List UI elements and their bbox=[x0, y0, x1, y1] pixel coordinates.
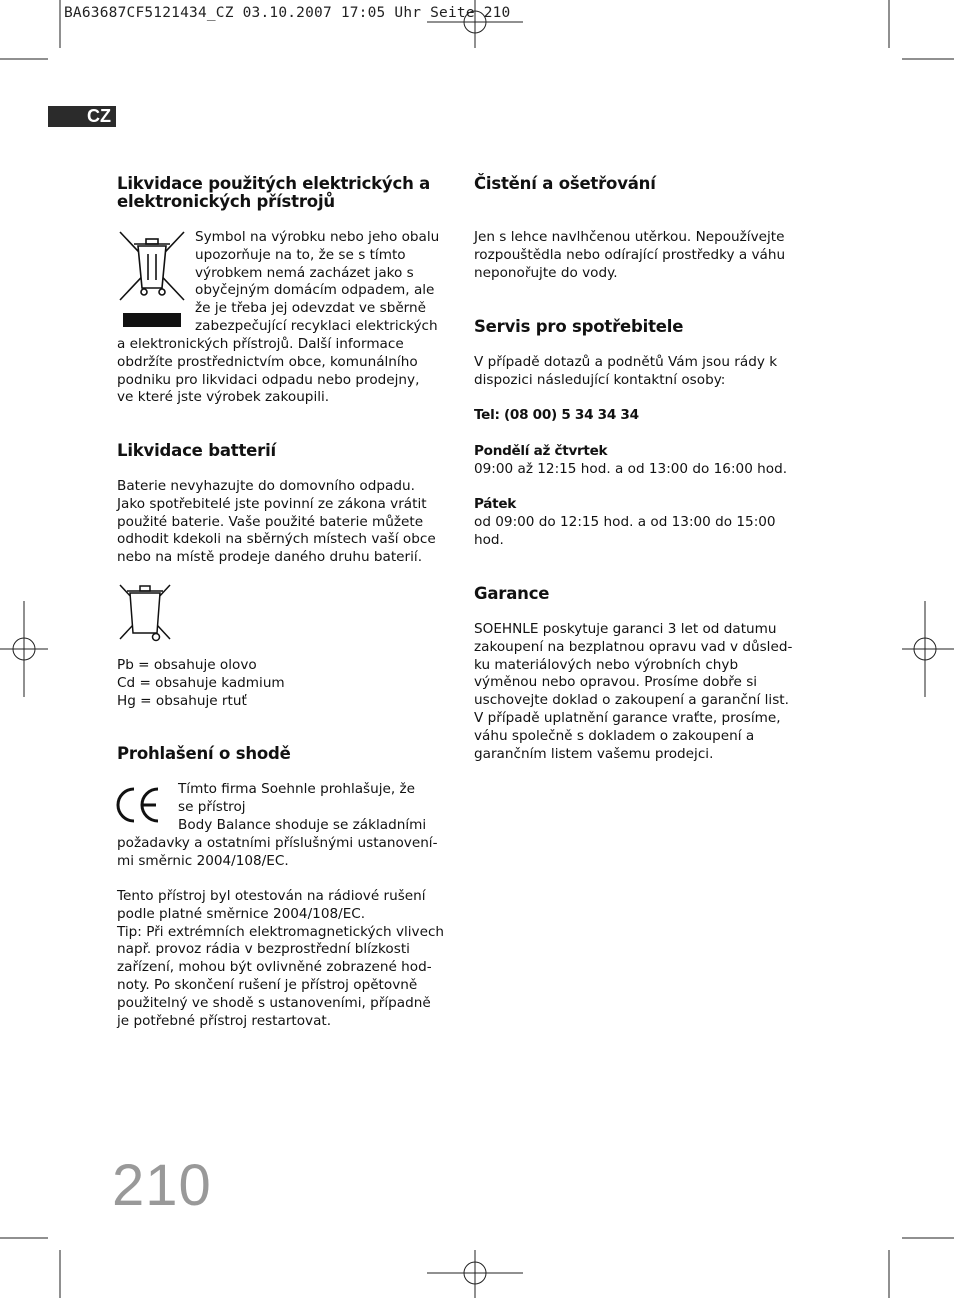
warranty-title: Garance bbox=[474, 584, 550, 603]
crossed-bin-icon bbox=[118, 230, 186, 330]
print-header-line: BA63687CF5121434_CZ 03.10.2007 17:05 Uhr Seite 210 bbox=[64, 5, 511, 21]
conformity-text-below: požadavky a ostatními příslušnými ustanovení- mi směrnic 2004/108/EC. bbox=[117, 835, 438, 869]
batteries-chemicals: Pb = obsahuje olovo Cd = obsahuje kadmium Hg = obsahuje rtuť bbox=[117, 657, 285, 709]
service-title: Servis pro spotřebitele bbox=[474, 317, 684, 336]
language-badge: CZ bbox=[48, 106, 116, 127]
batteries-text: Baterie nevyhazujte do domovního odpadu. Jako spotřebitelé jste povinní ze zákona vrátit použité baterie. Vaše použité baterie můžete odhodit kdekoli na sběrných místech vaší obce nebo na místě prodeje daného druhu baterií. bbox=[117, 478, 436, 566]
disposal-text-below: a elektronických přístrojů. Další informace obdržíte prostřednictvím obce, komunálního podniku pro likvidaci odpadu nebo prodejny, ve které jste výrobek zakoupili. bbox=[117, 336, 420, 406]
cleaning-title: Čistění a ošetřování bbox=[474, 174, 656, 193]
cleaning-text: Jen s lehce navlhčenou utěrkou. Nepoužívejte rozpouštědla nebo odírající prostředky a váhu neponořujte do vody. bbox=[474, 229, 786, 281]
ce-mark-icon bbox=[114, 786, 162, 824]
disposal-text-beside-icon: Symbol na výrobku nebo jeho obalu upozorňuje na to, že se s tímto výrobkem nemá zacházet jako s obyčejným domácím odpadem, ale že je třeba jej odevzdat ve sběrně zabezpečující recyklaci elektrických bbox=[195, 229, 440, 334]
service-phone: Tel: (08 00) 5 34 34 34 bbox=[474, 407, 639, 423]
service-friday-label: Pátek bbox=[474, 496, 517, 512]
service-weekday-hours: 09:00 až 12:15 hod. a od 13:00 do 16:00 hod. bbox=[474, 461, 788, 477]
conformity-interference-text: Tento přístroj byl otestován na rádiové rušení podle platné směrnice 2004/108/EC. Tip: Při extrémních elektromagnetických vlivech např. provoz rádia v bezprostřední blízkosti zařízení, mohou být ovlivněné zobrazené hod- noty. Po skončení rušení je přístroj opětovně použitelný ve shodě s ustanoveními, případně je potřebné přístroj restartovat. bbox=[117, 888, 445, 1029]
service-text: V případě dotazů a podnětů Vám jsou rády k dispozici následující kontaktní osoby: bbox=[474, 354, 778, 388]
disposal-title-line1: Likvidace použitých elektrických a bbox=[117, 174, 431, 193]
page-number: 210 bbox=[112, 1153, 212, 1218]
conformity-text-beside-icon: Tímto firma Soehnle prohlašuje, že se přístroj Body Balance shoduje se základními bbox=[178, 781, 427, 833]
warranty-text: SOEHNLE poskytuje garanci 3 let od datumu zakoupení na bezplatnou opravu vad v důsled- ku materiálových nebo výrobních chyb výměnou nebo opravou. Prosíme dobře si uschovejte doklad o zakoupení a garanční list. V případě uplatnění garance vraťte, prosíme, váhu společně s dokladem o zakoupení a garančním listem vašemu prodejci. bbox=[474, 621, 793, 762]
crossed-bin-icon bbox=[118, 581, 172, 645]
conformity-title: Prohlašení o shodě bbox=[117, 744, 291, 763]
batteries-title: Likvidace batterií bbox=[117, 441, 276, 460]
service-weekday-label: Pondělí až čtvrtek bbox=[474, 443, 608, 459]
disposal-title-line2: elektronických přístrojů bbox=[117, 192, 335, 211]
service-friday-hours: od 09:00 do 12:15 hod. a od 13:00 do 15:00 hod. bbox=[474, 514, 776, 548]
